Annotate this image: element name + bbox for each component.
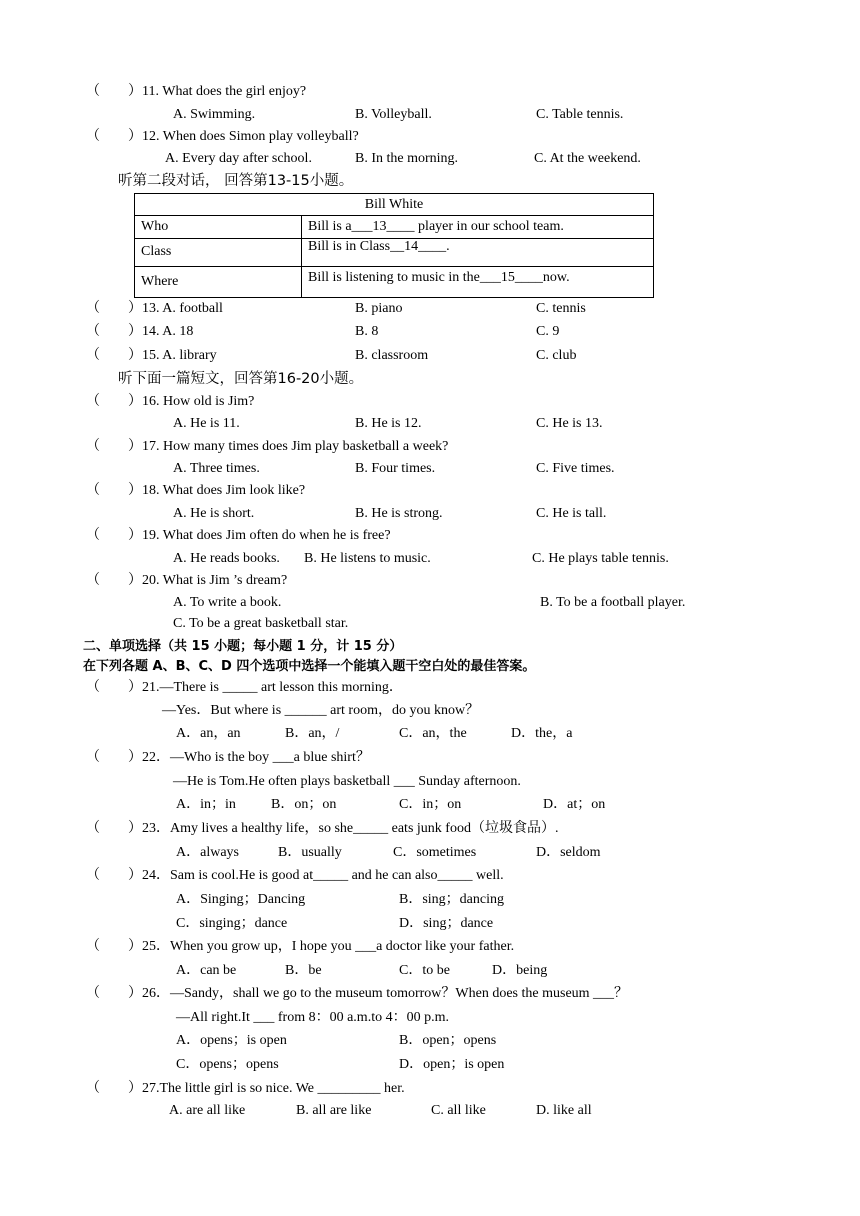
q25-option-b: B．be [285, 963, 322, 978]
q15-option-b: B. classroom [355, 348, 429, 363]
q16-paren: （ [86, 394, 100, 409]
q27-option-a: A. are all like [169, 1103, 246, 1118]
q21-stem-reply: —Yes．But where is ______ art room，do you know？ [162, 703, 480, 718]
q16-option-a: A. He is 11. [173, 416, 240, 431]
q23-stem: ）23．Amy lives a healthy life，so she_____ eats junk food（垃圾食品）. [128, 821, 559, 836]
q18-option-b: B. He is strong. [355, 506, 443, 521]
table-value-where: Bill is listening to music in the___15____now. [302, 267, 654, 298]
q11-paren: （ [86, 84, 100, 99]
q12-paren: （ [86, 129, 100, 144]
q25-option-d: D．being [492, 963, 548, 978]
q22-option-a: A．in；in [176, 797, 236, 812]
q27-option-c: C. all like [431, 1103, 486, 1118]
q26-option-c: C．opens；opens [176, 1057, 279, 1072]
q16-option-c: C. He is 13. [536, 416, 603, 431]
passage-heading: 听下面一篇短文，回答第16-20小题。 [118, 371, 364, 387]
q16-stem: ）16. How old is Jim? [128, 394, 255, 409]
q24-stem: ）24．Sam is cool.He is good at_____ and he can also_____ well. [128, 868, 504, 883]
q14-stem: ）14. A. 18 [128, 324, 194, 339]
q23-option-a: A．always [176, 845, 239, 860]
q23-paren: （ [86, 821, 100, 836]
q26-stem: ）26．—Sandy，shall we go to the museum tomorrow？When does the museum ___？ [128, 986, 629, 1001]
q26-option-a: A．opens；is open [176, 1033, 287, 1048]
q11-option-a: A. Swimming. [173, 107, 256, 122]
q22-stem: ）22．—Who is the boy ___a blue shirt？ [128, 750, 370, 765]
q21-option-c: C．an，the [399, 726, 467, 741]
q17-option-a: A. Three times. [173, 461, 260, 476]
q23-option-b: B．usually [278, 845, 342, 860]
table-key-class: Class [135, 239, 302, 267]
q13-option-b: B. piano [355, 301, 403, 316]
q13-option-c: C. tennis [536, 301, 586, 316]
q23-option-c: C．sometimes [393, 845, 477, 860]
table-key-who: Who [135, 216, 302, 239]
q26-stem-reply: —All right.It ___ from 8：00 a.m.to 4：00 p.m. [176, 1010, 449, 1025]
q17-paren: （ [86, 439, 100, 454]
q14-option-b: B. 8 [355, 324, 379, 339]
q20-option-a: A. To write a book. [173, 595, 282, 610]
q26-option-b: B．open；opens [399, 1033, 497, 1048]
table-title: Bill White [135, 194, 654, 216]
q20-option-c: C. To be a great basketball star. [173, 616, 349, 631]
q18-option-a: A. He is short. [173, 506, 255, 521]
q25-stem: ）25．When you grow up，I hope you ___a doctor like your father. [128, 939, 515, 954]
q27-paren: （ [86, 1081, 100, 1096]
q18-stem: ）18. What does Jim look like? [128, 483, 306, 498]
q26-option-d: D．open；is open [399, 1057, 505, 1072]
q12-option-b: B. In the morning. [355, 151, 459, 166]
dialogue-2-heading: 听第二段对话， 回答第13-15小题。 [118, 173, 354, 189]
q19-paren: （ [86, 528, 100, 543]
part2-title: 二、单项选择（共 15 小题；每小题 1 分，计 15 分） [83, 639, 403, 654]
q25-paren: （ [86, 939, 100, 954]
q25-option-a: A．can be [176, 963, 237, 978]
q12-option-a: A. Every day after school. [165, 151, 312, 166]
q19-option-a: A. He reads books. [173, 551, 280, 566]
q24-option-c: C．singing；dance [176, 916, 288, 931]
part2-instructions: 在下列各题 A、B、C、D 四个选项中选择一个能填入题干空白处的最佳答案。 [83, 659, 536, 674]
q15-paren: （ [86, 348, 100, 363]
q16-option-b: B. He is 12. [355, 416, 422, 431]
q19-stem: ）19. What does Jim often do when he is free? [128, 528, 391, 543]
q21-option-b: B．an，/ [285, 726, 340, 741]
bill-white-table [134, 193, 654, 298]
q27-option-b: B. all are like [296, 1103, 372, 1118]
q17-stem: ）17. How many times does Jim play basketball a week? [128, 439, 449, 454]
q21-paren: （ [86, 680, 100, 695]
table-key-where: Where [135, 267, 302, 298]
q11-option-c: C. Table tennis. [536, 107, 624, 122]
q21-option-a: A．an，an [176, 726, 241, 741]
q25-option-c: C．to be [399, 963, 450, 978]
q22-stem-reply: —He is Tom.He often plays basketball ___ Sunday afternoon. [173, 774, 521, 789]
q23-option-d: D．seldom [536, 845, 601, 860]
q24-option-b: B．sing；dancing [399, 892, 504, 907]
q22-option-c: C．in；on [399, 797, 462, 812]
q12-stem: ）12. When does Simon play volleyball? [128, 129, 359, 144]
q14-paren: （ [86, 324, 100, 339]
q17-option-c: C. Five times. [536, 461, 615, 476]
q22-option-d: D．at；on [543, 797, 606, 812]
q11-option-b: B. Volleyball. [355, 107, 432, 122]
q13-stem: ）13. A. football [128, 301, 223, 316]
q26-paren: （ [86, 986, 100, 1001]
q13-paren: （ [86, 301, 100, 316]
q20-stem: ）20. What is Jim ’s dream? [128, 573, 288, 588]
q20-option-b: B. To be a football player. [540, 595, 686, 610]
q15-stem: ）15. A. library [128, 348, 217, 363]
q19-option-c: C. He plays table tennis. [532, 551, 669, 566]
q18-paren: （ [86, 483, 100, 498]
table-value-who: Bill is a___13____ player in our school team. [302, 216, 654, 239]
table-value-class: Bill is in Class__14____. [302, 239, 654, 267]
q21-stem: ）21.—There is _____ art lesson this morning． [128, 680, 403, 695]
q24-option-a: A．Singing；Dancing [176, 892, 306, 907]
q18-option-c: C. He is tall. [536, 506, 607, 521]
q19-option-b: B. He listens to music. [304, 551, 431, 566]
q24-option-d: D．sing；dance [399, 916, 494, 931]
q20-paren: （ [86, 573, 100, 588]
q12-option-c: C. At the weekend. [534, 151, 641, 166]
q27-stem: ）27.The little girl is so nice. We _________ her. [128, 1081, 405, 1096]
q24-paren: （ [86, 868, 100, 883]
q17-option-b: B. Four times. [355, 461, 436, 476]
q14-option-c: C. 9 [536, 324, 560, 339]
q22-paren: （ [86, 750, 100, 765]
q21-option-d: D．the，a [511, 726, 573, 741]
q27-option-d: D. like all [536, 1103, 592, 1118]
q11-stem: ）11. What does the girl enjoy? [128, 84, 307, 99]
q22-option-b: B．on；on [271, 797, 337, 812]
q15-option-c: C. club [536, 348, 577, 363]
